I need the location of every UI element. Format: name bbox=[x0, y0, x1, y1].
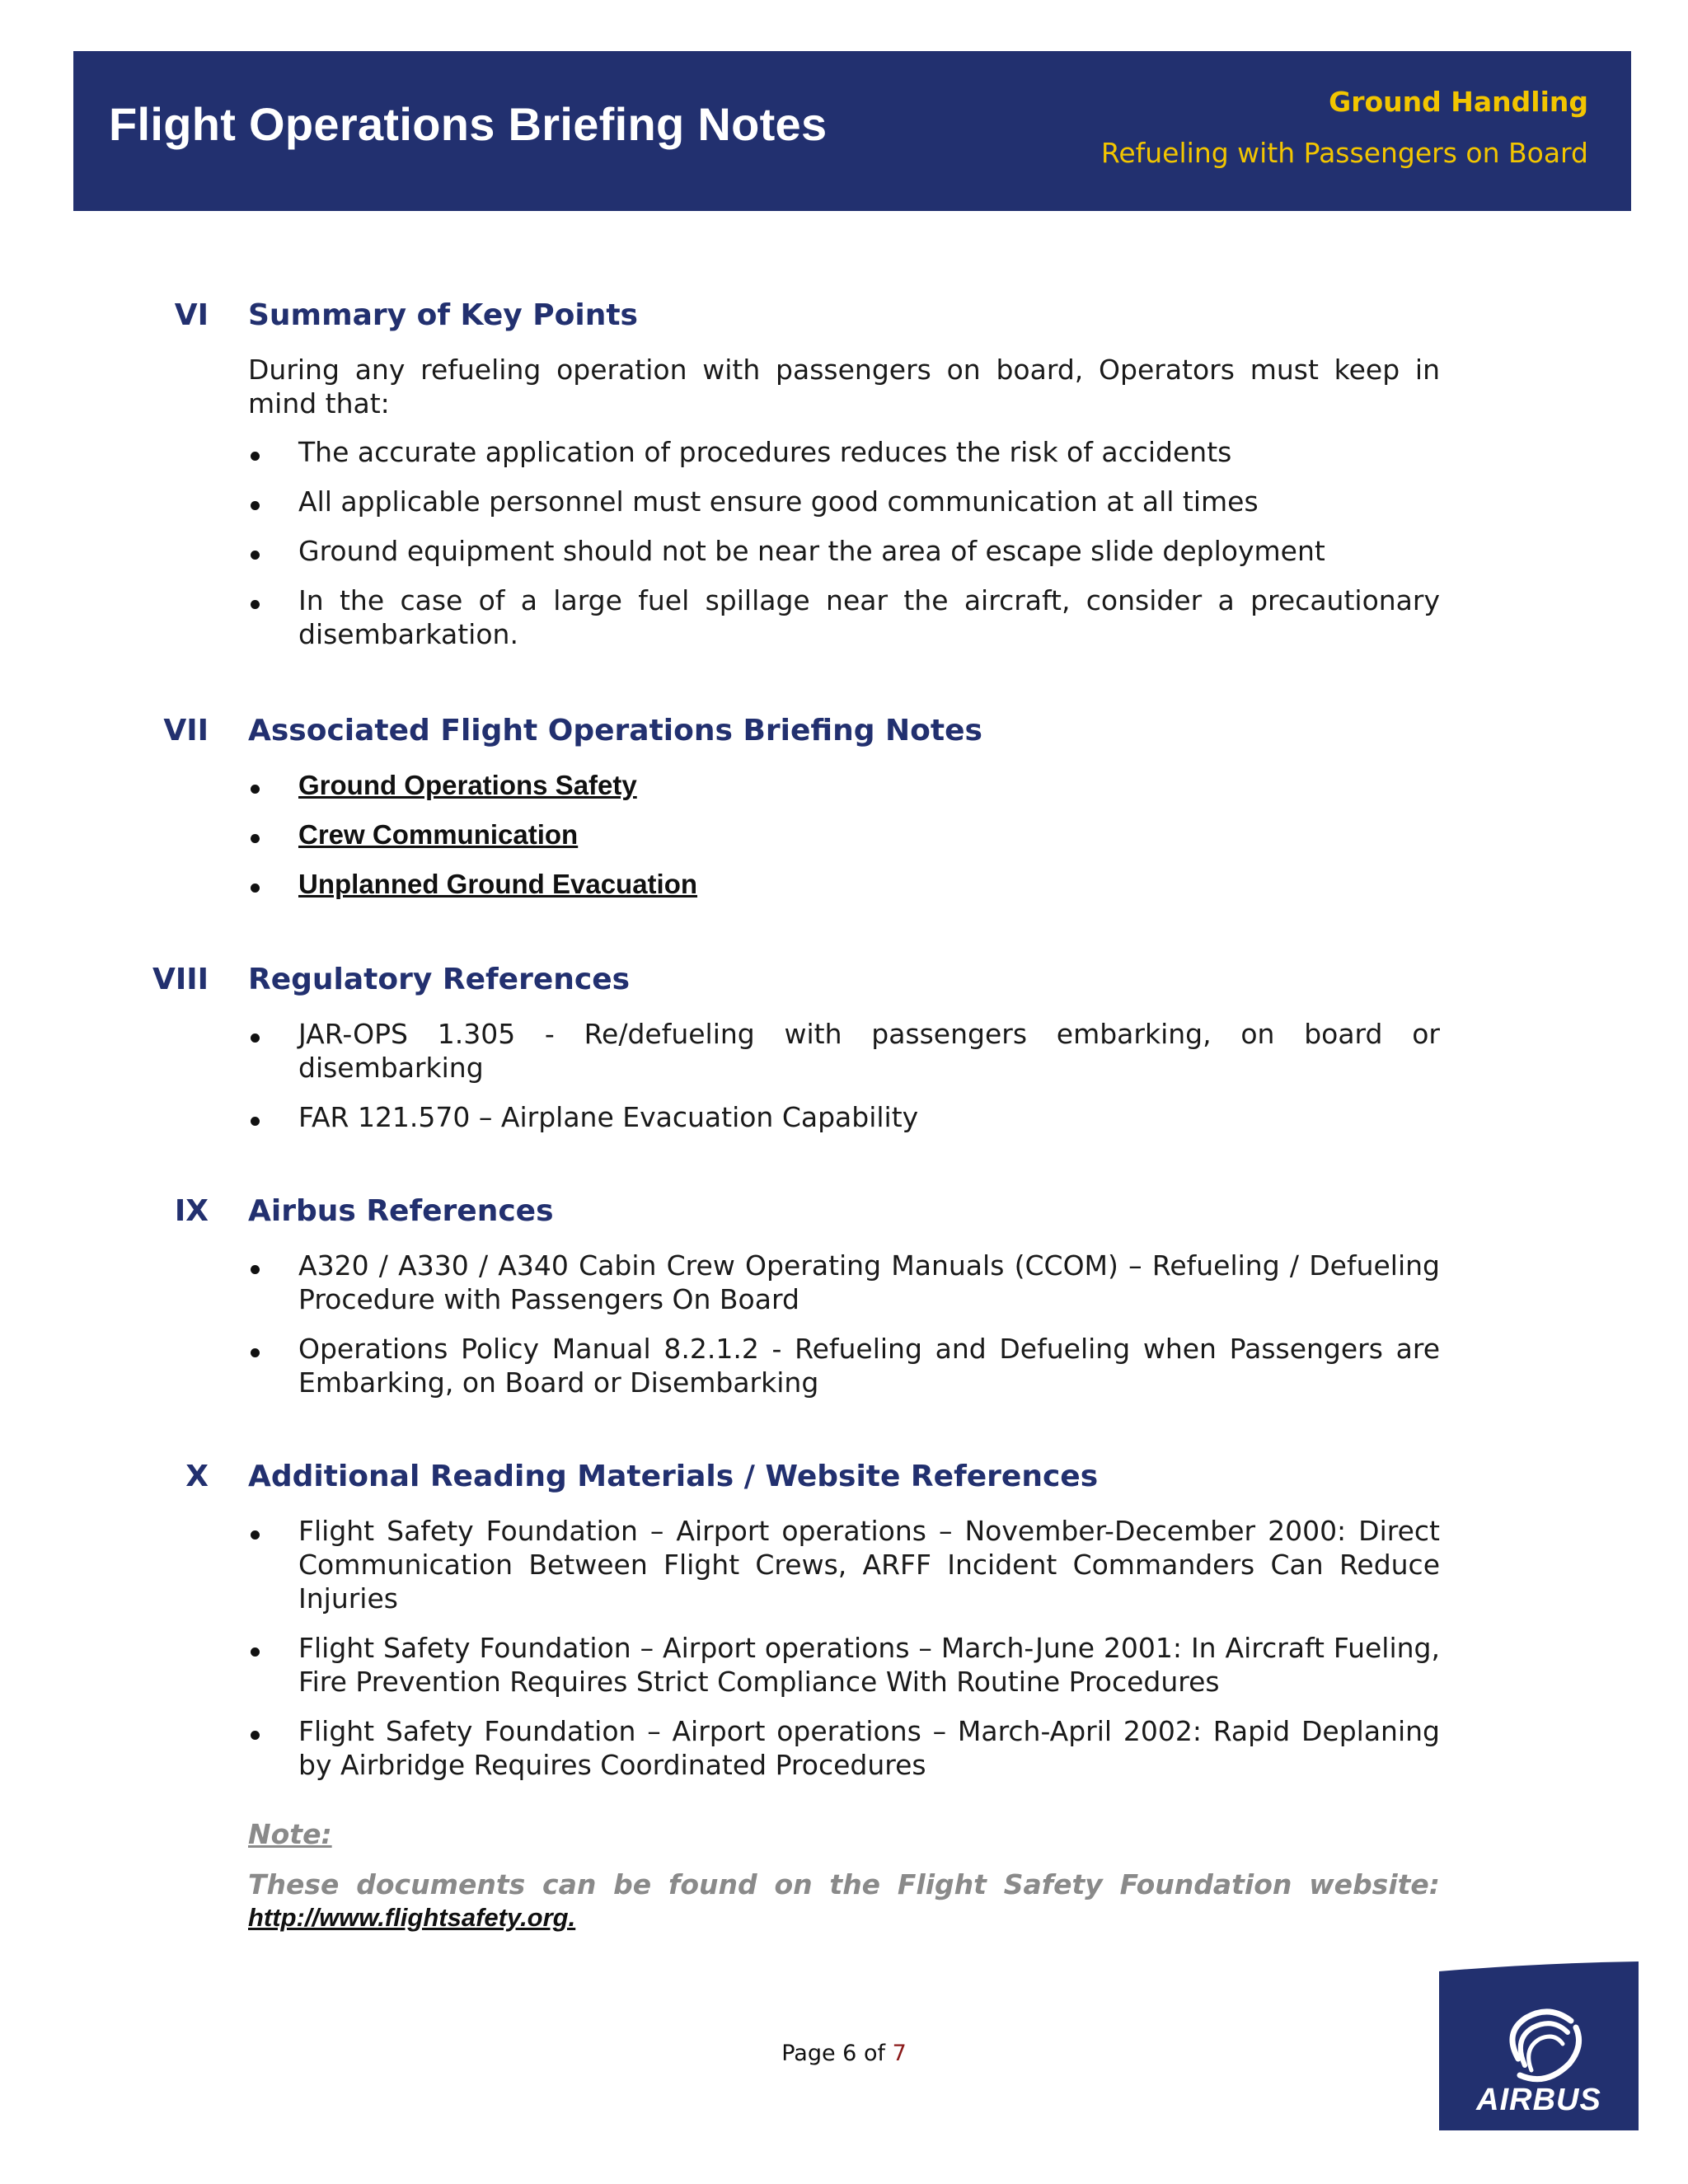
header-banner bbox=[73, 51, 1631, 211]
list-item bbox=[248, 818, 1440, 851]
list-item bbox=[248, 867, 1440, 901]
list-item: Flight Safety Foundation – Airport operations – November-December 2000: Direct Communication Between Flight Crews, ARFF Incident Commanders Can Reduce Injuries bbox=[248, 1514, 1440, 1615]
section-intro: During any refueling operation with passengers on board, Operators must keep in mind that: bbox=[248, 354, 1440, 419]
bullet-list bbox=[248, 1514, 1440, 1782]
list-item: In the case of a large fuel spillage near the aircraft, consider a precautionary disembarkation. bbox=[248, 583, 1440, 651]
bullet-icon bbox=[251, 1033, 260, 1043]
section-title: Regulatory References bbox=[248, 963, 631, 996]
list-item: Ground equipment should not be near the area of escape slide deployment bbox=[248, 534, 1440, 568]
bullet-icon bbox=[251, 1731, 260, 1740]
bullet-icon bbox=[251, 1647, 260, 1657]
section-title: Airbus References bbox=[248, 1194, 554, 1228]
page-number bbox=[0, 2041, 1688, 2066]
bullet-list bbox=[248, 435, 1440, 651]
bullet-icon bbox=[251, 551, 260, 560]
note-text: These documents can be found on the Flight Safety Foundation website: bbox=[248, 1868, 1440, 1900]
section-title: Associated Flight Operations Briefing Notes bbox=[248, 714, 982, 748]
header-subtopic: Refueling with Passengers on Board bbox=[1100, 137, 1588, 169]
page-number-prefix: Page 6 of bbox=[781, 2041, 893, 2066]
link-ground-operations-safety[interactable]: Ground Operations Safety bbox=[298, 770, 637, 800]
bullet-icon bbox=[251, 1348, 260, 1357]
bullet-icon bbox=[251, 1117, 260, 1126]
bullet-icon bbox=[251, 600, 260, 609]
list-item: Flight Safety Foundation – Airport operations – March-June 2001: In Aircraft Fueling, Fire Prevention Requires Strict Compliance With Routine Procedures bbox=[248, 1631, 1440, 1699]
bullet-icon bbox=[251, 785, 260, 794]
list-item: A320 / A330 / A340 Cabin Crew Operating Manuals (CCOM) – Refueling / Defueling Procedure with Passengers On Board bbox=[248, 1249, 1440, 1316]
bullet-icon bbox=[251, 1265, 260, 1274]
list-item: Operations Policy Manual 8.2.1.2 - Refueling and Defueling when Passengers are Embarking, on Board or Disembarking bbox=[248, 1332, 1440, 1399]
airbus-logo bbox=[1439, 1961, 1639, 2130]
section-number: X bbox=[185, 1460, 209, 1493]
section-number: IX bbox=[174, 1194, 209, 1228]
section-number: VII bbox=[163, 714, 209, 748]
bullet-icon bbox=[251, 883, 260, 893]
list-item: The accurate application of procedures reduces the risk of accidents bbox=[248, 435, 1440, 469]
list-item: JAR-OPS 1.305 - Re/defueling with passengers embarking, on board or disembarking bbox=[248, 1017, 1440, 1085]
note-label: Note: bbox=[248, 1818, 332, 1850]
bullet-icon bbox=[251, 1530, 260, 1540]
bullet-list bbox=[248, 1249, 1440, 1399]
bullet-icon bbox=[251, 501, 260, 510]
section-number: VI bbox=[174, 298, 209, 332]
section-number: VIII bbox=[152, 963, 209, 996]
link-list bbox=[248, 768, 1440, 901]
header-topic: Ground Handling bbox=[1329, 86, 1588, 118]
logo-wordmark: AIRBUS bbox=[1476, 2083, 1601, 2117]
section-title: Additional Reading Materials / Website References bbox=[248, 1460, 1099, 1493]
link-crew-communication[interactable]: Crew Communication bbox=[298, 819, 579, 850]
document-title: Flight Operations Briefing Notes bbox=[109, 98, 828, 150]
flightsafety-website-link[interactable]: http://www.flightsafety.org. bbox=[248, 1903, 576, 1932]
section-title: Summary of Key Points bbox=[248, 298, 638, 332]
list-item: All applicable personnel must ensure good communication at all times bbox=[248, 485, 1440, 518]
bullet-icon bbox=[251, 452, 260, 461]
link-unplanned-ground-evacuation[interactable]: Unplanned Ground Evacuation bbox=[298, 869, 698, 899]
page-total: 7 bbox=[892, 2041, 907, 2066]
list-item bbox=[248, 768, 1440, 802]
list-item: Flight Safety Foundation – Airport operations – March-April 2002: Rapid Deplaning by Airbridge Requires Coordinated Procedures bbox=[248, 1714, 1440, 1782]
bullet-icon bbox=[251, 834, 260, 843]
list-item: FAR 121.570 – Airplane Evacuation Capability bbox=[248, 1100, 1440, 1134]
bullet-list bbox=[248, 1017, 1440, 1134]
